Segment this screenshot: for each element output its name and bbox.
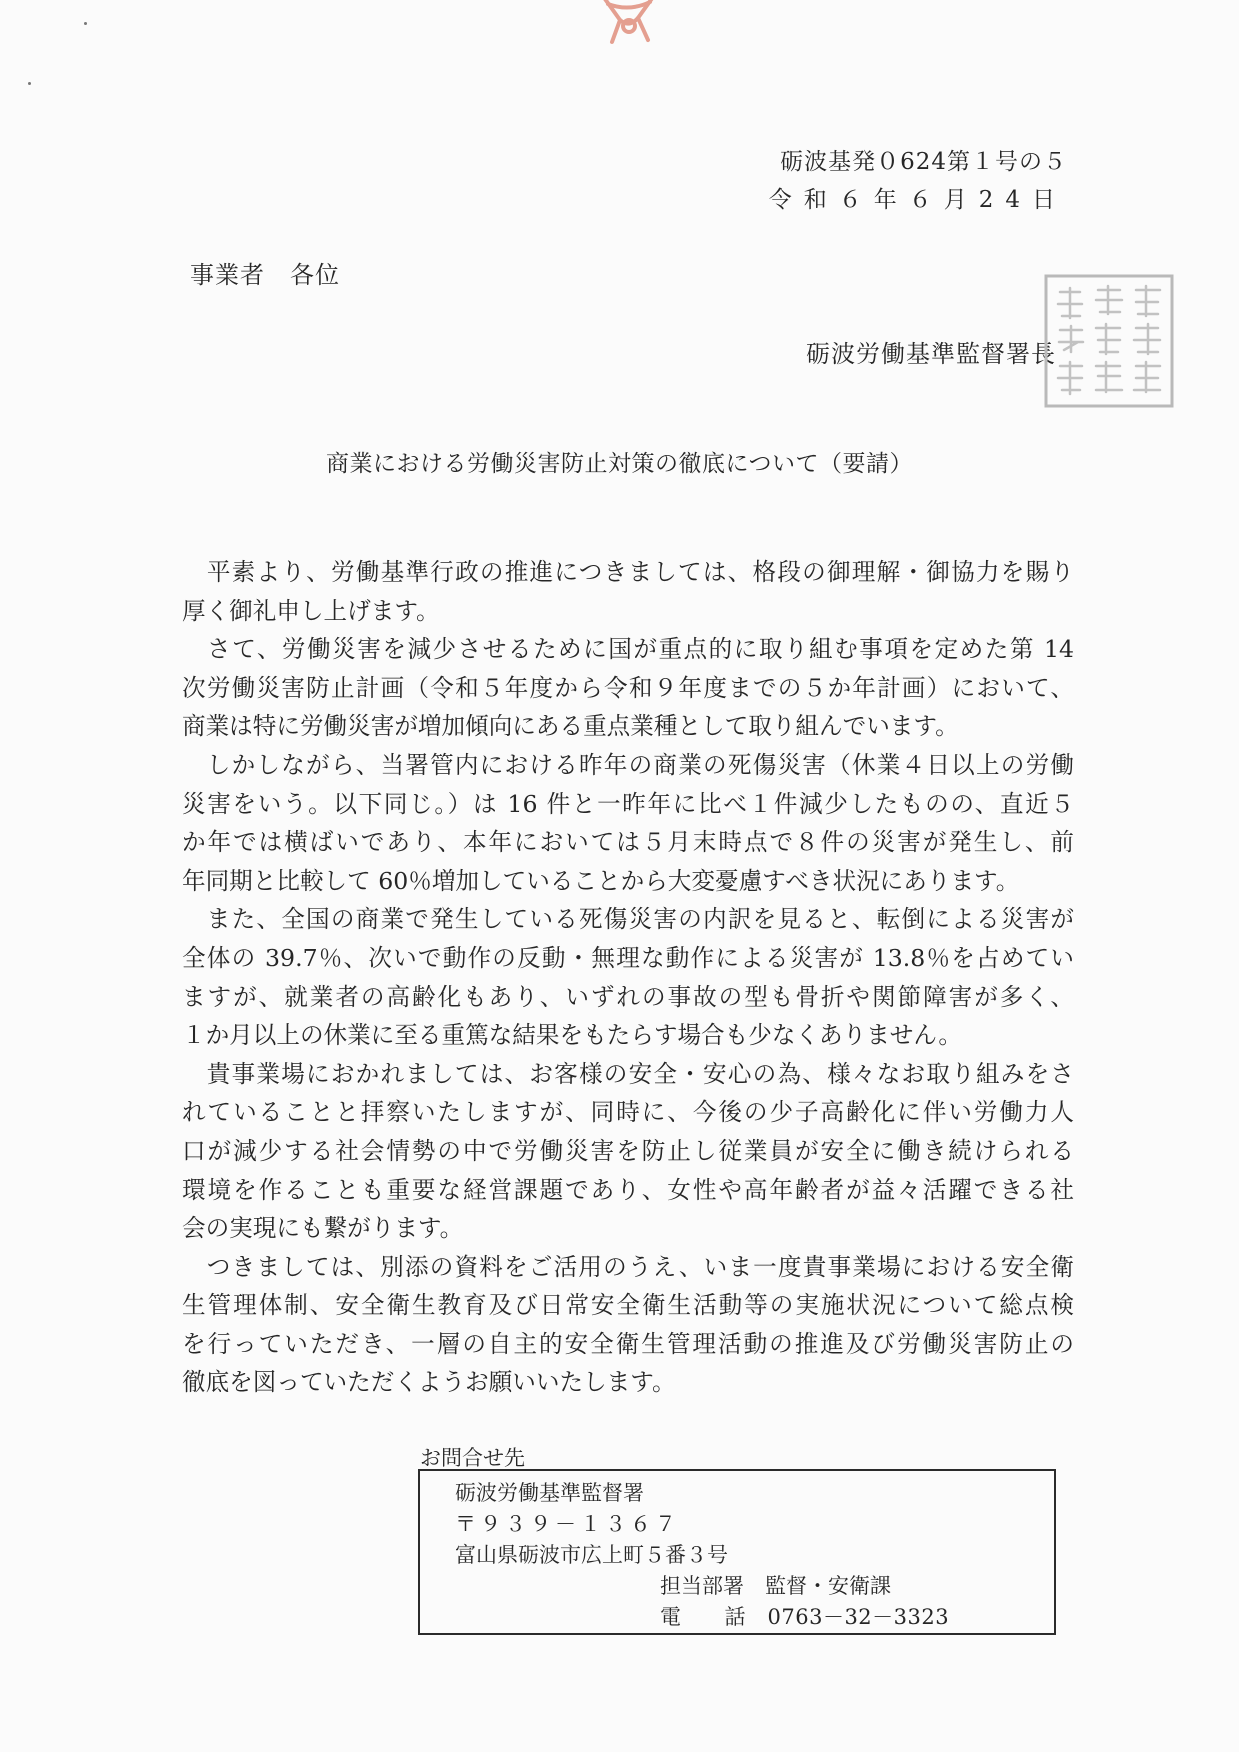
body-line: 商業は特に労働災害が増加傾向にある重点業種として取り組んでいます。 [182, 712, 959, 741]
body-line: 環境を作ることも重要な経営課題であり、女性や高年齢者が益々活躍できる社 [182, 1175, 1074, 1204]
document-date: 令和６年６月24日 [768, 187, 1067, 213]
body-line: ますが、就業者の高齢化もあり、いずれの事故の型も骨折や関節障害が多く、 [182, 982, 1074, 1011]
document-title: 商業における労働災害防止対策の徹底について（要請） [325, 451, 914, 477]
contact-address: 富山県砺波市広上町５番３号 [455, 1543, 728, 1567]
body-line: 貴事業場におかれましては、お客様の安全・安心の為、様々なお取り組みをさ [182, 1059, 1074, 1088]
body-line: を行っていただき、一層の自主的安全衛生管理活動の推進及び労働災害防止の [182, 1329, 1074, 1358]
body-line: 厚く御礼申し上げます。 [182, 596, 440, 625]
contact-label: お問合せ先 [420, 1446, 525, 1470]
paper-speck [28, 82, 31, 85]
body-line: 会の実現にも繋がります。 [182, 1214, 464, 1243]
document-number: 砺波基発０624第１号の５ [780, 149, 1067, 175]
body-line: 年同期と比較して 60％増加していることから大変憂慮すべき状況にあります。 [182, 866, 1020, 895]
recipient: 事業者 各位 [190, 261, 340, 289]
paper-speck [84, 22, 87, 25]
official-seal-icon [1040, 270, 1178, 412]
body-line: しかしながら、当署管内における昨年の商業の死傷災害（休業４日以上の労働 [182, 750, 1074, 779]
body-line: 災害をいう。以下同じ。）は 16 件と一昨年に比べ１件減少したものの、直近５ [182, 789, 1074, 818]
body-text [182, 553, 1074, 1402]
body-line: １か月以上の休業に至る重篤な結果をもたらす場合も少なくありません。 [182, 1021, 963, 1050]
body-line: れていることと拝察いたしますが、同時に、今後の少子高齢化に伴い労働力人 [182, 1098, 1074, 1127]
body-line: また、全国の商業で発生している死傷災害の内訳を見ると、転倒による災害が [182, 905, 1074, 934]
body-line: 平素より、労働基準行政の推進につきましては、格段の御理解・御協力を賜り [182, 558, 1074, 586]
body-line: つきましては、別添の資料をご活用のうえ、いま一度貴事業場における安全衛 [182, 1252, 1074, 1281]
body-line: か年では横ばいであり、本年においては５月末時点で８件の災害が発生し、前 [182, 828, 1074, 857]
body-line: 生管理体制、安全衛生教育及び日常安全衛生活動等の実施状況について総点検 [182, 1291, 1074, 1320]
red-seal-stamp-icon [590, 0, 668, 50]
body-line: 徹底を図っていただくようお願いいたします。 [182, 1368, 676, 1397]
sender: 砺波労働基準監督署長 [806, 340, 1056, 368]
body-line: 全体の 39.7％、次いで動作の反動・無理な動作による災害が 13.8％を占めてい [182, 943, 1074, 972]
contact-box [418, 1469, 1056, 1635]
body-line: 次労働災害防止計画（令和５年度から令和９年度までの５か年計画）において、 [182, 673, 1074, 702]
body-line: 口が減少する社会情勢の中で労働災害を防止し従業員が安全に働き続けられる [182, 1136, 1074, 1165]
contact-phone: 電 話 0763－32－3323 [660, 1605, 950, 1629]
contact-department: 担当部署 監督・安衛課 [660, 1574, 891, 1598]
contact-postal-code: 〒９３９－１３６７ [455, 1512, 680, 1536]
body-line: さて、労働災害を減少させるために国が重点的に取り組む事項を定めた第 14 [182, 635, 1075, 664]
contact-office: 砺波労働基準監督署 [455, 1481, 644, 1505]
